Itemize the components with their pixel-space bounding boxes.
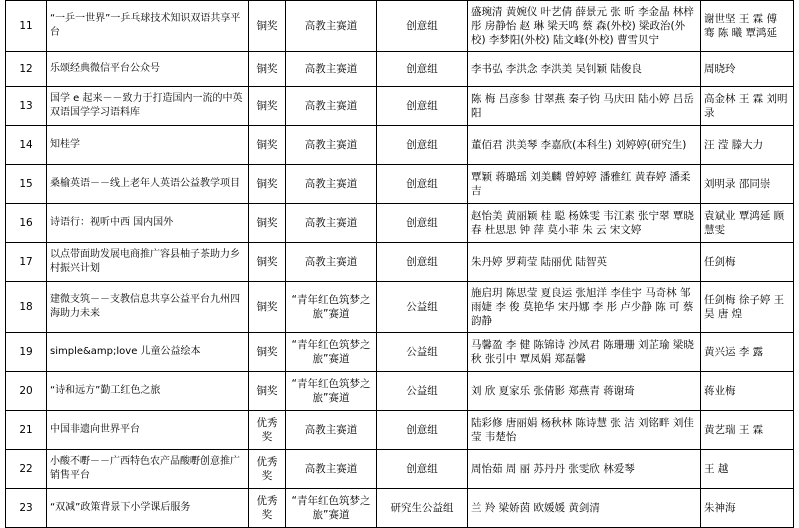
group: 创意组: [377, 411, 468, 450]
group: 创意组: [377, 450, 468, 489]
advisors: 任剑梅 徐子婷 王 昊 唐 煌: [701, 282, 794, 333]
group: 创意组: [377, 165, 468, 204]
group: 创意组: [377, 204, 468, 243]
project-title: 中国非遗向世界平台: [47, 411, 249, 450]
track: 高教主赛道: [286, 411, 377, 450]
advisors: 高金林 王 霖 刘明录: [701, 87, 794, 126]
advisors: 周晓玲: [701, 52, 794, 87]
row-number: 22: [6, 450, 47, 489]
group: 创意组: [377, 126, 468, 165]
advisors: 汪 滢 滕大力: [701, 126, 794, 165]
advisors: 蒋业梅: [701, 372, 794, 411]
row-number: 21: [6, 411, 47, 450]
project-title: “诗和远方”勤工红色之旅: [47, 372, 249, 411]
team-members: 陆彩修 唐丽娟 杨秋林 陈诗慧 张 洁 刘铭畔 刘佳莹 韦楚怡: [468, 411, 701, 450]
project-title: “双减”政策背景下小学课后服务: [47, 489, 249, 528]
award-level: 铜奖: [249, 243, 286, 282]
award-level: 铜奖: [249, 87, 286, 126]
track: 高教主赛道: [286, 87, 377, 126]
table-row: [6, 372, 794, 411]
row-number: 12: [6, 52, 47, 87]
track: “青年红色筑梦之旅”赛道: [286, 282, 377, 333]
track: 高教主赛道: [286, 165, 377, 204]
award-level: 铜奖: [249, 333, 286, 372]
track: “青年红色筑梦之旅”赛道: [286, 372, 377, 411]
track: 高教主赛道: [286, 52, 377, 87]
project-title: 小酸不嘢－－广西特色农产品酸嘢创意推广销售平台: [47, 450, 249, 489]
group: 公益组: [377, 333, 468, 372]
track: 高教主赛道: [286, 1, 377, 52]
team-members: 施启玥 陈思莹 夏良运 张旭洋 李佳宇 马奇林 邹雨婕 李 俊 莫艳华 宋丹娜 李 彤 卢少静 陈 可 蔡韵静: [468, 282, 701, 333]
team-members: 李书弘 李洪念 李洪美 吴钊颖 陆俊良: [468, 52, 701, 87]
team-members: 盛琬清 黄婉仪 叶艺倩 薛景元 张 昕 李金晶 林梓彤 房静怡 赵 琳 梁天鸣 蔡 森(外校) 梁政治(外校) 李梦阳(外校) 陆文峰(外校) 曹雪贝宁: [468, 1, 701, 52]
team-members: 周怡茹 周 丽 苏丹丹 张雯欣 林爱琴: [468, 450, 701, 489]
award-level: 铜奖: [249, 282, 286, 333]
awards-table: [5, 0, 794, 528]
advisors: 谢世坚 王 霖 傅 骞 陈 曦 覃鸿延: [701, 1, 794, 52]
advisors: 黄艺瑞 王 霖: [701, 411, 794, 450]
award-level: 铜奖: [249, 372, 286, 411]
advisors: 刘明录 邵同崇: [701, 165, 794, 204]
row-number: 18: [6, 282, 47, 333]
table-row: [6, 282, 794, 333]
team-members: 陈 梅 吕彦参 甘翠燕 秦子钧 马庆田 陆小婷 吕岳阳: [468, 87, 701, 126]
row-number: 17: [6, 243, 47, 282]
project-title: simple&amp;love 儿童公益绘本: [47, 333, 249, 372]
advisors: 朱神海: [701, 489, 794, 528]
table-row: [6, 450, 794, 489]
team-members: 朱丹婷 罗莉莹 陆丽优 陆智英: [468, 243, 701, 282]
team-members: 赵怡美 黄丽颖 桂 聪 杨姝雯 韦江素 张宁翠 覃晓春 杜思思 钟 萍 莫小菲 朱 云 宋文婷: [468, 204, 701, 243]
project-title: 以点带面助发展电商推广容县柚子茶助力乡村振兴计划: [47, 243, 249, 282]
advisors: 袁斌业 覃鸿延 顾慧雯: [701, 204, 794, 243]
award-level: 优秀奖: [249, 411, 286, 450]
team-members: 覃颖 蒋璐瑶 刘美麟 曾婷婷 潘雅红 黄春婷 潘柔吉: [468, 165, 701, 204]
row-number: 23: [6, 489, 47, 528]
project-title: 知桂学: [47, 126, 249, 165]
group: 创意组: [377, 1, 468, 52]
award-level: 铜奖: [249, 204, 286, 243]
group: 公益组: [377, 372, 468, 411]
row-number: 20: [6, 372, 47, 411]
group: 创意组: [377, 87, 468, 126]
row-number: 15: [6, 165, 47, 204]
team-members: 董佰君 洪美琴 李嘉欣(本科生) 刘婷婷(研究生): [468, 126, 701, 165]
group: 研究生公益组: [377, 489, 468, 528]
table-row: [6, 204, 794, 243]
track: “青年红色筑梦之旅”赛道: [286, 333, 377, 372]
table-row: [6, 52, 794, 87]
track: 高教主赛道: [286, 126, 377, 165]
row-number: 16: [6, 204, 47, 243]
award-level: 铜奖: [249, 165, 286, 204]
row-number: 13: [6, 87, 47, 126]
track: 高教主赛道: [286, 450, 377, 489]
table-row: [6, 489, 794, 528]
project-title: 桑榆英语－－线上老年人英语公益教学项目: [47, 165, 249, 204]
track: 高教主赛道: [286, 204, 377, 243]
team-members: 兰 羚 梁娇茵 欧媛媛 黄剑清: [468, 489, 701, 528]
row-number: 11: [6, 1, 47, 52]
award-level: 铜奖: [249, 126, 286, 165]
table-row: [6, 1, 794, 52]
project-title: 乐颂经典微信平台公众号: [47, 52, 249, 87]
team-members: 刘 欣 夏家乐 张倩影 郑燕青 蒋谢琦: [468, 372, 701, 411]
table-row: [6, 87, 794, 126]
group: 创意组: [377, 52, 468, 87]
team-members: 马馨盈 李 健 陈锦诗 沙凤君 陈珊珊 刘芷瑜 梁晓秋 张引中 覃凤娟 郑磊馨: [468, 333, 701, 372]
table-row: [6, 333, 794, 372]
project-title: “一乒一世界”一乒乓球技术知识双语共享平台: [47, 1, 249, 52]
track: “青年红色筑梦之旅”赛道: [286, 489, 377, 528]
table-row: [6, 411, 794, 450]
advisors: 黄兴运 李 露: [701, 333, 794, 372]
group: 公益组: [377, 282, 468, 333]
table-row: [6, 243, 794, 282]
award-level: 铜奖: [249, 52, 286, 87]
project-title: 国学 e 起来－－致力于打造国内一流的中英双语国学学习语料库: [47, 87, 249, 126]
project-title: 建微支筑－－支教信息共享公益平台九州四海助力未来: [47, 282, 249, 333]
table-row: [6, 126, 794, 165]
advisors: 任剑梅: [701, 243, 794, 282]
project-title: 诗语行：视听中西 国内国外: [47, 204, 249, 243]
award-level: 铜奖: [249, 1, 286, 52]
row-number: 14: [6, 126, 47, 165]
track: 高教主赛道: [286, 243, 377, 282]
group: 创意组: [377, 243, 468, 282]
award-level: 优秀奖: [249, 450, 286, 489]
award-level: 优秀奖: [249, 489, 286, 528]
advisors: 王 越: [701, 450, 794, 489]
table-row: [6, 165, 794, 204]
row-number: 19: [6, 333, 47, 372]
